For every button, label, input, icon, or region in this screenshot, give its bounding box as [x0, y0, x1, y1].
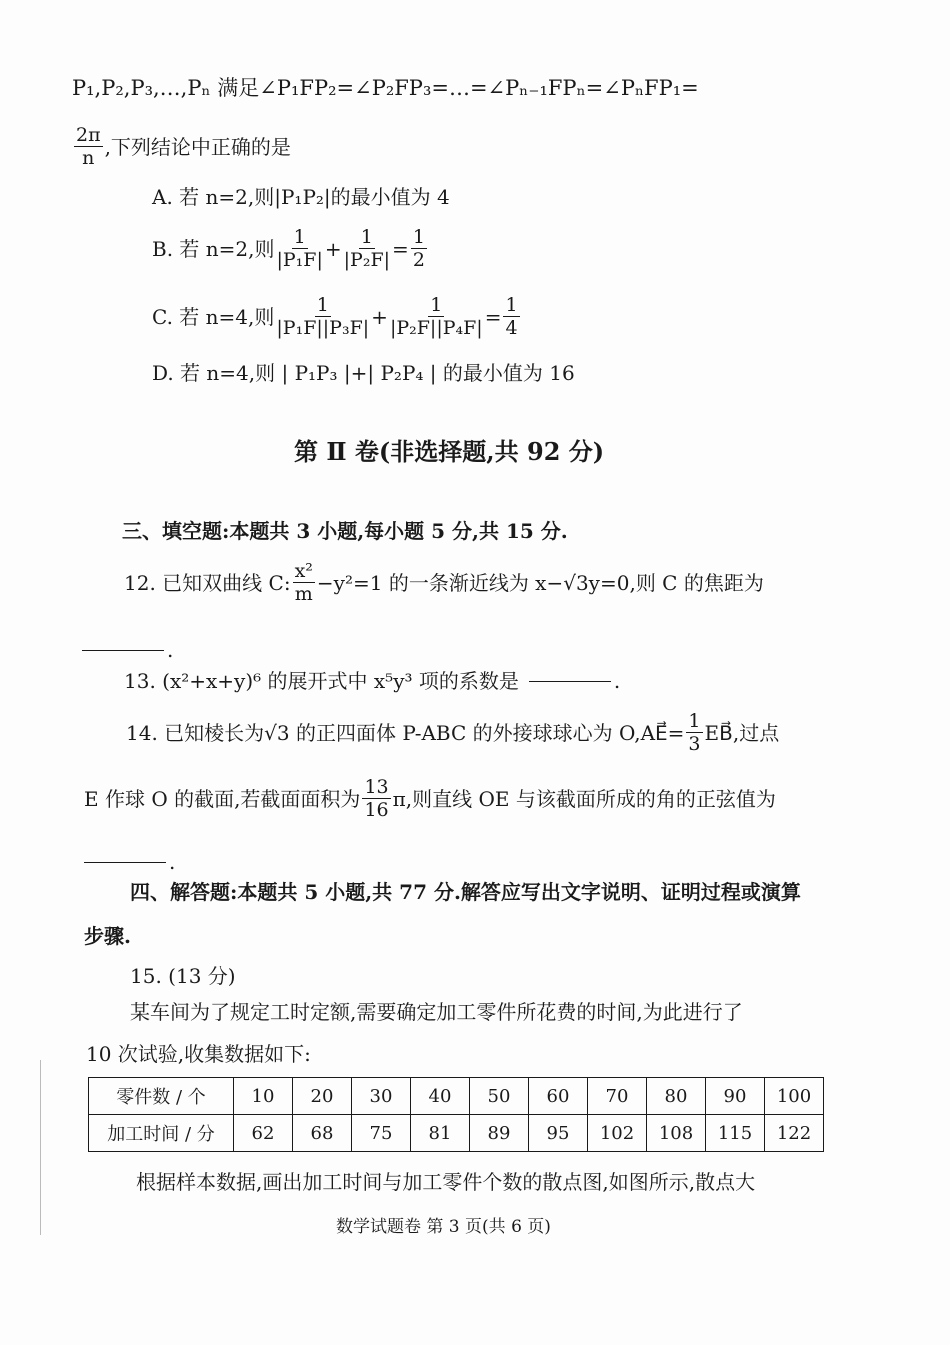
table-row — [89, 1078, 824, 1115]
text: + — [371, 305, 388, 329]
numerator: 1 — [293, 226, 306, 248]
q11-line1: P₁,P₂,P₃,…,Pₙ 满足∠P₁FP₂=∠P₂FP₃=…=∠Pₙ₋₁FPₙ=∠PₙFP₁= — [72, 76, 699, 100]
option-d: D. 若 n=4,则 | P₁P₃ |+| P₂P₄ | 的最小值为 16 — [152, 361, 575, 385]
numerator: 1 — [688, 710, 701, 732]
table-cell: 60 — [529, 1078, 588, 1115]
table-cell: 100 — [765, 1078, 824, 1115]
table-cell: 10 — [234, 1078, 293, 1115]
denominator: 2 — [412, 249, 425, 271]
section4-heading-cont: 步骤. — [84, 924, 131, 948]
denominator: |P₁F||P₃F| — [276, 317, 370, 339]
q15-paragraph-1: 某车间为了规定工时定额,需要确定加工零件所花费的时间,为此进行了 — [130, 1000, 743, 1024]
option-a: A. 若 n=2,则|P₁P₂|的最小值为 4 — [152, 185, 450, 209]
numerator: 1 — [412, 226, 425, 248]
table-cell: 115 — [706, 1115, 765, 1152]
q15-heading: 15. (13 分) — [130, 964, 236, 988]
table-cell: 62 — [234, 1115, 293, 1152]
fraction — [293, 562, 315, 604]
table-cell: 81 — [411, 1115, 470, 1152]
denominator: 4 — [505, 317, 518, 339]
table-cell: 40 — [411, 1078, 470, 1115]
numerator: 2π — [76, 124, 101, 146]
numerator: 1 — [430, 294, 443, 316]
text: 12. 已知双曲线 C: — [124, 571, 291, 595]
table-cell: 70 — [588, 1078, 647, 1115]
text: EB⃗,过点 — [704, 721, 780, 745]
option-c — [152, 296, 522, 338]
table-cell: 30 — [352, 1078, 411, 1115]
fraction — [344, 228, 390, 270]
fraction — [277, 228, 323, 270]
numerator: 1 — [316, 294, 329, 316]
q15-paragraph-2: 10 次试验,收集数据如下: — [86, 1042, 311, 1066]
section3-heading: 三、填空题:本题共 3 小题,每小题 5 分,共 15 分. — [122, 519, 568, 543]
part2-title: 第 Ⅱ 卷(非选择题,共 92 分) — [294, 437, 605, 466]
table-cell: 50 — [470, 1078, 529, 1115]
q14-answer-blank[interactable] — [84, 852, 175, 872]
denominator: n — [82, 147, 95, 169]
data-table — [88, 1077, 824, 1152]
q11-line2 — [72, 126, 291, 168]
q12-answer-blank[interactable] — [82, 640, 173, 660]
text: B. 若 n=2,则 — [152, 237, 275, 261]
text: −y²=1 的一条渐近线为 x−√3y=0,则 C 的焦距为 — [316, 571, 764, 595]
fraction — [362, 778, 390, 820]
denominator: m — [294, 583, 313, 605]
section4-heading: 四、解答题:本题共 5 小题,共 77 分.解答应写出文字说明、证明过程或演算 — [130, 880, 801, 904]
table-cell: 20 — [293, 1078, 352, 1115]
q12 — [124, 562, 764, 604]
text: 14. 已知棱长为√3 的正四面体 P-ABC 的外接球球心为 O,AE⃗= — [126, 721, 685, 745]
numerator: x² — [294, 560, 313, 582]
text: . — [613, 669, 621, 693]
option-b — [152, 228, 429, 270]
denominator: |P₁F| — [276, 249, 323, 271]
text: 13. (x²+x+y)⁶ 的展开式中 x⁵y³ 项的系数是 — [124, 669, 519, 693]
fraction — [390, 296, 483, 338]
text: + — [324, 237, 342, 261]
table-cell: 90 — [706, 1078, 765, 1115]
text: . — [167, 638, 174, 662]
fraction — [503, 296, 519, 338]
q15-paragraph-3: 根据样本数据,画出加工时间与加工零件个数的散点图,如图所示,散点大 — [136, 1170, 756, 1194]
row-header: 加工时间 / 分 — [89, 1115, 234, 1152]
table-cell: 102 — [588, 1115, 647, 1152]
text: E 作球 O 的截面,若截面面积为 — [84, 787, 361, 811]
table-row — [89, 1115, 824, 1152]
numerator: 1 — [505, 294, 518, 316]
denominator: |P₂F||P₄F| — [389, 317, 483, 339]
table-cell: 108 — [647, 1115, 706, 1152]
row-header: 零件数 / 个 — [89, 1078, 234, 1115]
table-cell: 75 — [352, 1115, 411, 1152]
page-footer: 数学试题卷 第 3 页(共 6 页) — [336, 1217, 551, 1237]
table-cell: 80 — [647, 1078, 706, 1115]
text: = — [484, 305, 502, 329]
text: = — [392, 237, 409, 261]
text: π,则直线 OE 与该截面所成的角的正弦值为 — [392, 787, 776, 811]
denominator: 3 — [688, 733, 701, 755]
scan-edge-line — [40, 1060, 41, 1235]
q13-answer-blank[interactable] — [529, 680, 611, 682]
q14-line2 — [84, 778, 776, 820]
denominator: 16 — [364, 799, 389, 821]
fraction — [411, 228, 427, 270]
text: C. 若 n=4,则 — [152, 305, 275, 329]
q13 — [124, 671, 620, 691]
text: ,下列结论中正确的是 — [104, 135, 291, 159]
text: . — [169, 850, 176, 874]
fraction — [276, 296, 369, 338]
table-cell: 68 — [293, 1115, 352, 1152]
table-cell: 122 — [765, 1115, 824, 1152]
q14 — [126, 712, 779, 754]
table-cell: 89 — [470, 1115, 529, 1152]
fraction — [686, 712, 702, 754]
fraction — [74, 126, 103, 168]
numerator: 1 — [360, 226, 373, 248]
numerator: 13 — [364, 776, 389, 798]
denominator: |P₂F| — [343, 249, 391, 271]
table-cell: 95 — [529, 1115, 588, 1152]
